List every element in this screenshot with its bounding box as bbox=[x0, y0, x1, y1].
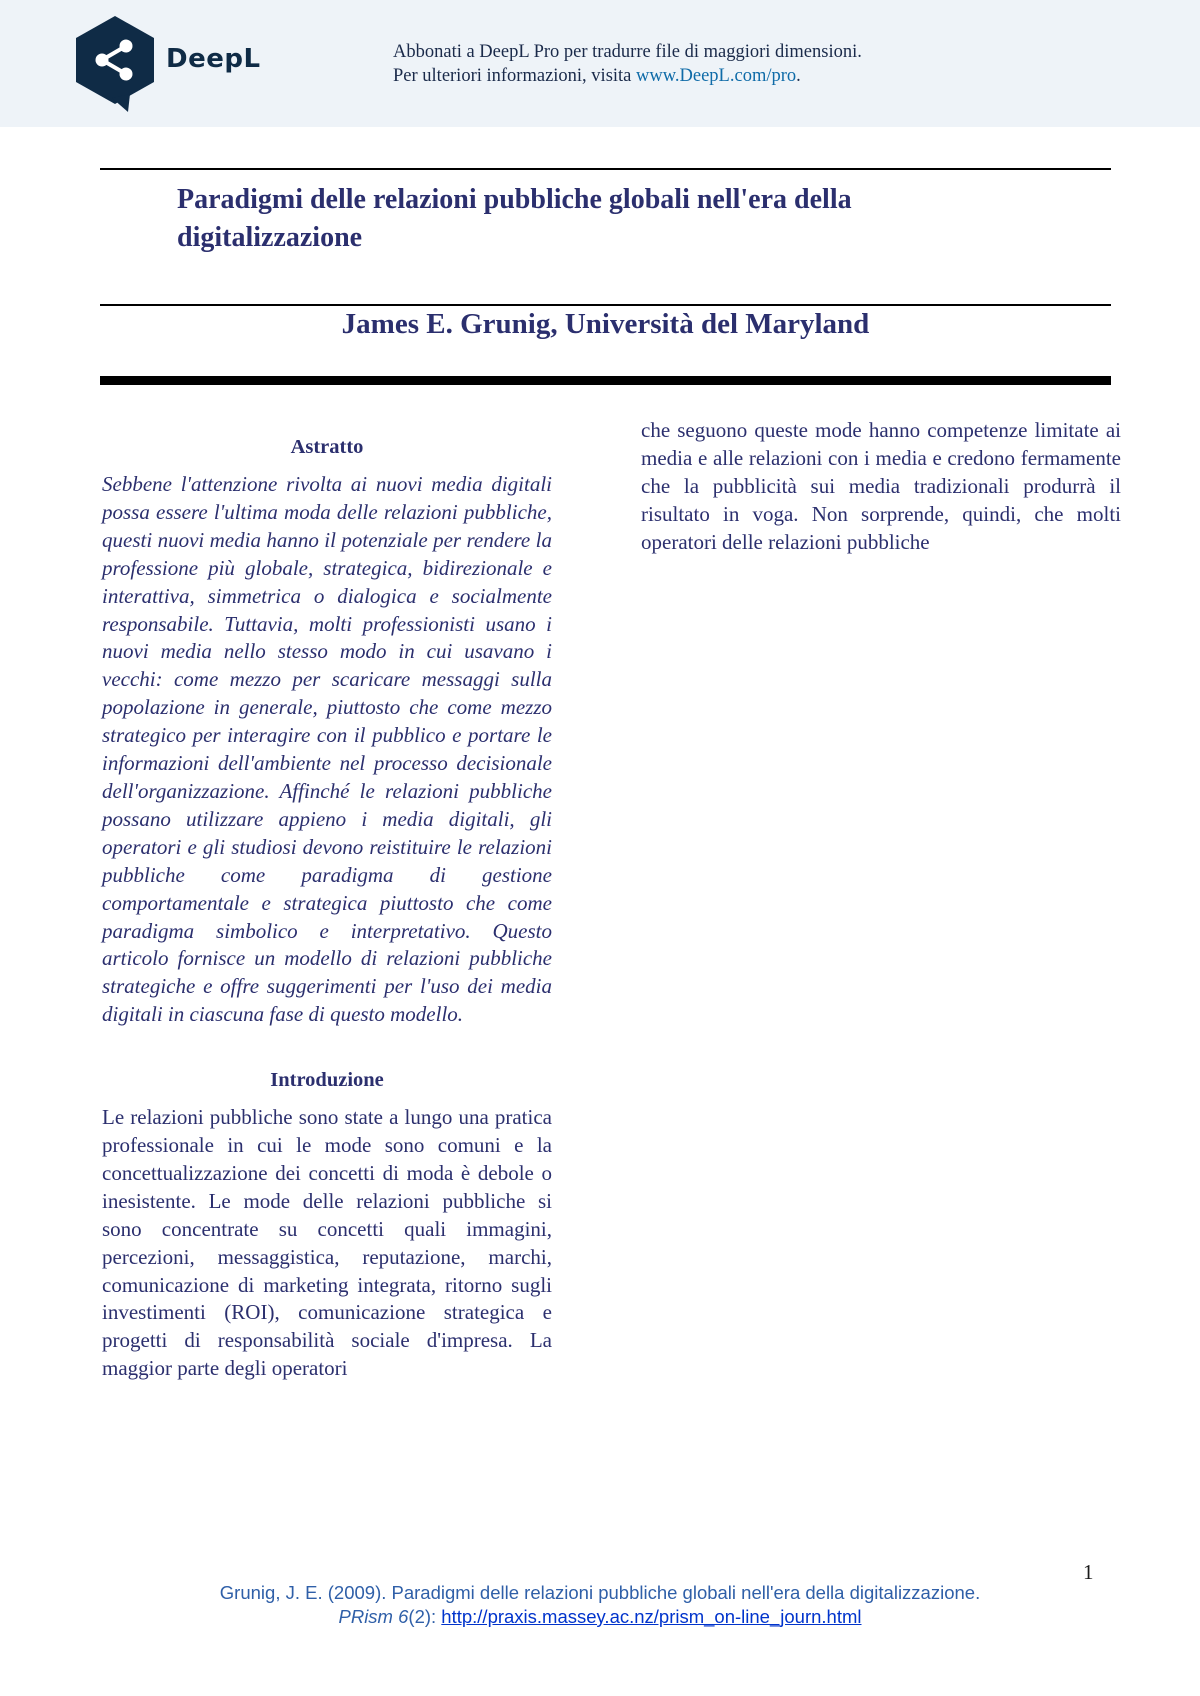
promo-line-1: Abbonati a DeepL Pro per tradurre file di maggiori dimensioni. bbox=[393, 42, 862, 62]
promo-text bbox=[393, 40, 862, 88]
footer-issue: (2): bbox=[408, 1606, 442, 1627]
middle-rule bbox=[100, 304, 1111, 306]
deepl-wordmark: DeepL bbox=[166, 44, 261, 74]
introduction-text: Le relazioni pubbliche sono state a lungo una pratica professionale in cui le mode sono comuni e la concettualizzazione dei concetti di moda è debole o inesistente. Le mode delle relazioni pubbliche si sono concentrate su concetti quali immagini, percezioni, messaggistica, reputazione, marchi, comunicazione di marketing integrata, ritorno sugli investimenti (ROI), comunicazione strategica e progetti di responsabilità sociale d'impresa. La maggior parte degli operatori bbox=[102, 1105, 552, 1381]
page-number: 1 bbox=[1083, 1560, 1094, 1584]
continued-text: che seguono queste mode hanno competenze limitate ai media e alle relazioni con i media e credono fermamente che la pubblicità sui media tradizionali produrrà il risultato in voga. Non sorprende, quindi, che molti operatori delle relazioni pubbliche bbox=[641, 418, 1121, 554]
introduction-heading: Introduzione bbox=[270, 1069, 384, 1092]
abstract-text: Sebbene l'attenzione rivolta ai nuovi media digitali possa essere l'ultima moda delle relazioni pubbliche, questi nuovi media hanno il potenziale per rendere la professione più globale, strategica, bidirezionale e interattiva, simmetrica o dialogica e socialmente responsabile. Tuttavia, molti professionisti usano i nuovi media nello stesso modo in cui usavano i vecchi: come mezzo per scaricare messaggi sulla popolazione in generale, piuttosto che come mezzo strategico per interagire con il pubblico e portare le informazioni dell'ambiente nel processo decisionale dell'organizzazione. Affinché le relazioni pubbliche possano utilizzare appieno i media digitali, gli operatori e gli studiosi devono reistituire le relazioni pubbliche come paradigma di gestione comportamentale e strategica piuttosto che come paradigma simbolico e interpretativo. Questo articolo fornisce un modello di relazioni pubbliche strategiche e offre suggerimenti per l'uso dei media digitali in ciascuna fase di questo modello. bbox=[102, 472, 552, 1027]
thick-rule bbox=[100, 376, 1111, 385]
footer-journal-line bbox=[0, 1606, 1200, 1628]
abstract-heading: Astratto bbox=[290, 436, 364, 458]
deepl-banner bbox=[0, 0, 1200, 127]
top-rule bbox=[100, 168, 1111, 170]
footer-journal: PRism 6 bbox=[338, 1606, 409, 1627]
article-title: Paradigmi delle relazioni pubbliche globali nell'era della digitalizzazione bbox=[177, 184, 852, 253]
article-author: James E. Grunig, Università del Maryland bbox=[341, 308, 870, 340]
deepl-pro-link[interactable]: www.DeepL.com/pro bbox=[636, 66, 797, 86]
right-column bbox=[641, 416, 1121, 556]
deepl-logo-icon bbox=[72, 14, 158, 112]
footer-citation: Grunig, J. E. (2009). Paradigmi delle relazioni pubbliche globali nell'era della digitalizzazione. bbox=[219, 1582, 981, 1603]
promo-line-2 bbox=[393, 64, 862, 88]
promo-line-2-suffix: . bbox=[796, 66, 801, 86]
left-column bbox=[102, 436, 552, 1383]
footer-url-link[interactable]: http://praxis.massey.ac.nz/prism_on-line_journ.html bbox=[441, 1606, 862, 1627]
promo-line-2-prefix: Per ulteriori informazioni, visita bbox=[393, 66, 637, 86]
